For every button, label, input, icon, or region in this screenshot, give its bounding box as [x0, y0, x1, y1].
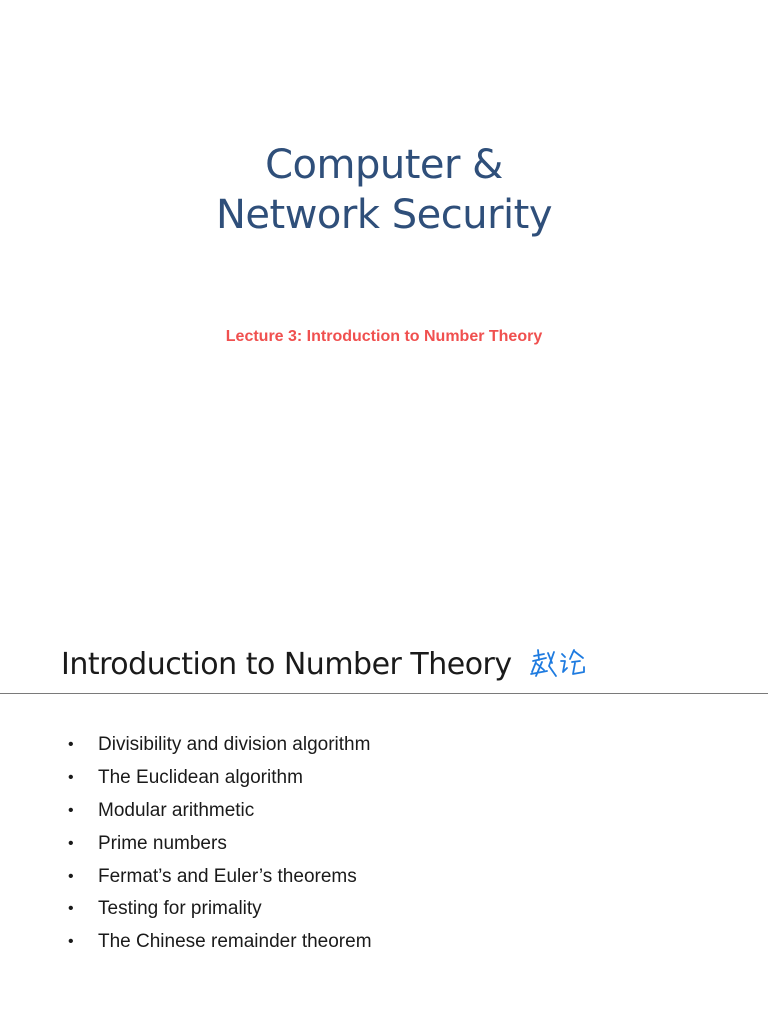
content-slide — [0, 608, 768, 1024]
slide-title — [0, 140, 768, 240]
list-item — [68, 827, 372, 860]
list-item — [68, 926, 372, 959]
list-item-text: The Euclidean algorithm — [98, 767, 303, 789]
list-item-text: Prime numbers — [98, 832, 227, 854]
bullet-icon — [68, 802, 98, 820]
topic-list — [68, 729, 372, 959]
slide-subtitle: Lecture 3: Introduction to Number Theory — [225, 328, 543, 345]
list-item — [68, 795, 372, 828]
bullet-icon — [68, 736, 98, 754]
heading-divider — [0, 693, 768, 694]
list-item — [68, 729, 372, 762]
slide-heading-row — [61, 642, 592, 686]
list-item-text: Divisibility and division algorithm — [98, 734, 371, 756]
bullet-icon — [68, 900, 98, 918]
list-item-text: The Chinese remainder theorem — [98, 931, 372, 953]
list-item — [68, 893, 372, 926]
handwritten-annotation — [528, 646, 592, 682]
bullet-icon — [68, 933, 98, 951]
slide-heading: Introduction to Number Theory — [61, 646, 512, 682]
slide-title-line-1: Computer & — [265, 142, 503, 188]
list-item — [68, 860, 372, 893]
list-item-text: Fermat’s and Euler’s theorems — [98, 865, 357, 887]
list-item — [68, 762, 372, 795]
list-item-text: Modular arithmetic — [98, 799, 255, 821]
list-item-text: Testing for primality — [98, 898, 262, 920]
slide-title-line-2: Network Security — [216, 192, 552, 238]
bullet-icon — [68, 769, 98, 787]
bullet-icon — [68, 868, 98, 886]
bullet-icon — [68, 835, 98, 853]
